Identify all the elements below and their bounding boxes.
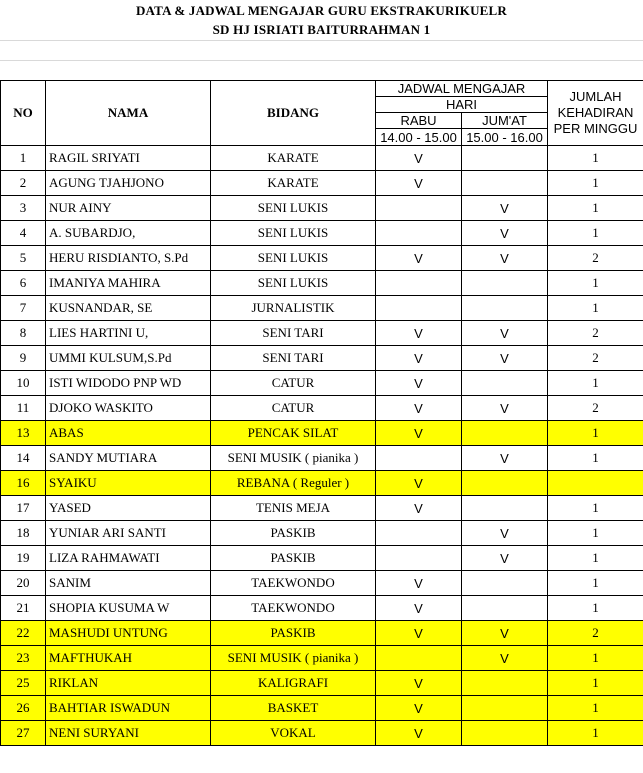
cell-nama: DJOKO WASKITO [46, 396, 211, 421]
cell-rabu: V [376, 671, 462, 696]
cell-no: 25 [1, 671, 46, 696]
cell-bidang: PASKIB [211, 521, 376, 546]
cell-jumlah: 1 [548, 146, 643, 171]
table-row [1, 346, 643, 371]
cell-jumlah: 1 [548, 671, 643, 696]
table-row [1, 721, 643, 746]
cell-bidang: PASKIB [211, 546, 376, 571]
cell-nama: SYAIKU [46, 471, 211, 496]
cell-jumlah: 2 [548, 346, 643, 371]
cell-no: 5 [1, 246, 46, 271]
cell-jumlah: 1 [548, 196, 643, 221]
grid-line [0, 40, 643, 41]
cell-jumat [462, 471, 548, 496]
cell-nama: LIZA RAHMAWATI [46, 546, 211, 571]
cell-bidang: SENI TARI [211, 321, 376, 346]
cell-jumat: V [462, 521, 548, 546]
cell-no: 4 [1, 221, 46, 246]
table-row [1, 496, 643, 521]
cell-jumlah: 2 [548, 321, 643, 346]
cell-nama: ABAS [46, 421, 211, 446]
cell-nama: RAGIL SRIYATI [46, 146, 211, 171]
cell-rabu [376, 271, 462, 296]
cell-bidang: SENI TARI [211, 346, 376, 371]
cell-bidang: CATUR [211, 371, 376, 396]
cell-jumat [462, 146, 548, 171]
cell-jumlah [548, 471, 643, 496]
table-row [1, 371, 643, 396]
cell-rabu [376, 221, 462, 246]
cell-no: 1 [1, 146, 46, 171]
cell-bidang: KARATE [211, 146, 376, 171]
cell-no: 16 [1, 471, 46, 496]
table-row [1, 421, 643, 446]
table-row [1, 596, 643, 621]
cell-no: 11 [1, 396, 46, 421]
cell-nama: MASHUDI UNTUNG [46, 621, 211, 646]
cell-jumat: V [462, 546, 548, 571]
table-row [1, 221, 643, 246]
header-jumlah-line2: KEHADIRAN [557, 105, 634, 120]
header-jumlah-line1: JUMLAH [569, 89, 622, 104]
cell-jumlah: 2 [548, 396, 643, 421]
cell-jumlah: 2 [548, 621, 643, 646]
cell-nama: SANDY MUTIARA [46, 446, 211, 471]
cell-rabu: V [376, 471, 462, 496]
cell-rabu: V [376, 571, 462, 596]
cell-jumat [462, 371, 548, 396]
cell-nama: LIES HARTINI U, [46, 321, 211, 346]
table-row [1, 246, 643, 271]
cell-jumat: V [462, 621, 548, 646]
cell-jumat: V [462, 196, 548, 221]
cell-jumat [462, 721, 548, 746]
cell-rabu: V [376, 171, 462, 196]
cell-nama: KUSNANDAR, SE [46, 296, 211, 321]
cell-no: 13 [1, 421, 46, 446]
cell-bidang: VOKAL [211, 721, 376, 746]
cell-rabu: V [376, 146, 462, 171]
table-row [1, 646, 643, 671]
cell-bidang: TENIS MEJA [211, 496, 376, 521]
cell-rabu [376, 296, 462, 321]
cell-nama: HERU RISDIANTO, S.Pd [46, 246, 211, 271]
cell-rabu: V [376, 496, 462, 521]
cell-no: 6 [1, 271, 46, 296]
table-row [1, 196, 643, 221]
cell-jumat: V [462, 321, 548, 346]
cell-no: 8 [1, 321, 46, 346]
header-jadwal: JADWAL MENGAJAR [376, 81, 548, 97]
cell-bidang: CATUR [211, 396, 376, 421]
cell-jumlah: 1 [548, 421, 643, 446]
cell-jumlah: 1 [548, 371, 643, 396]
header-rabu: RABU [376, 113, 462, 129]
table-row [1, 171, 643, 196]
cell-jumlah: 2 [548, 246, 643, 271]
table-row [1, 296, 643, 321]
cell-no: 19 [1, 546, 46, 571]
sheet-subtitle: SD HJ ISRIATI BAITURRAHMAN 1 [212, 22, 431, 37]
cell-jumat: V [462, 246, 548, 271]
grid-line [0, 60, 643, 61]
cell-nama: SHOPIA KUSUMA W [46, 596, 211, 621]
cell-jumlah: 1 [548, 446, 643, 471]
table-row [1, 546, 643, 571]
cell-rabu: V [376, 371, 462, 396]
cell-no: 27 [1, 721, 46, 746]
cell-no: 26 [1, 696, 46, 721]
cell-jumat: V [462, 346, 548, 371]
schedule-table [0, 80, 643, 746]
cell-no: 20 [1, 571, 46, 596]
cell-jumlah: 1 [548, 596, 643, 621]
cell-no: 9 [1, 346, 46, 371]
cell-no: 18 [1, 521, 46, 546]
cell-jumlah: 1 [548, 546, 643, 571]
cell-bidang: SENI LUKIS [211, 196, 376, 221]
cell-rabu: V [376, 596, 462, 621]
cell-nama: MAFTHUKAH [46, 646, 211, 671]
cell-bidang: SENI MUSIK ( pianika ) [211, 446, 376, 471]
cell-no: 2 [1, 171, 46, 196]
cell-nama: SANIM [46, 571, 211, 596]
cell-jumat [462, 571, 548, 596]
cell-bidang: REBANA ( Reguler ) [211, 471, 376, 496]
cell-rabu: V [376, 396, 462, 421]
cell-jumat: V [462, 221, 548, 246]
header-nama: NAMA [46, 81, 211, 146]
header-jumlah [548, 81, 643, 146]
cell-nama: AGUNG TJAHJONO [46, 171, 211, 196]
table-row [1, 696, 643, 721]
header-hari: HARI [376, 97, 548, 113]
cell-nama: NENI SURYANI [46, 721, 211, 746]
cell-no: 17 [1, 496, 46, 521]
cell-nama: RIKLAN [46, 671, 211, 696]
cell-no: 7 [1, 296, 46, 321]
cell-no: 23 [1, 646, 46, 671]
cell-jumat [462, 671, 548, 696]
cell-rabu [376, 521, 462, 546]
cell-jumat [462, 596, 548, 621]
cell-rabu: V [376, 696, 462, 721]
table-row [1, 621, 643, 646]
cell-bidang: SENI LUKIS [211, 271, 376, 296]
cell-rabu [376, 196, 462, 221]
header-bidang: BIDANG [211, 81, 376, 146]
cell-rabu: V [376, 721, 462, 746]
cell-jumat: V [462, 396, 548, 421]
cell-nama: YASED [46, 496, 211, 521]
cell-bidang: PASKIB [211, 621, 376, 646]
cell-bidang: BASKET [211, 696, 376, 721]
table-row [1, 446, 643, 471]
cell-rabu: V [376, 621, 462, 646]
cell-rabu: V [376, 246, 462, 271]
table-row [1, 571, 643, 596]
cell-no: 14 [1, 446, 46, 471]
table-row [1, 396, 643, 421]
cell-no: 21 [1, 596, 46, 621]
cell-jumlah: 1 [548, 646, 643, 671]
table-row [1, 471, 643, 496]
cell-rabu [376, 646, 462, 671]
cell-no: 10 [1, 371, 46, 396]
cell-no: 22 [1, 621, 46, 646]
cell-jumat [462, 171, 548, 196]
cell-nama: UMMI KULSUM,S.Pd [46, 346, 211, 371]
cell-bidang: PENCAK SILAT [211, 421, 376, 446]
cell-nama: ISTI WIDODO PNP WD [46, 371, 211, 396]
table-row [1, 271, 643, 296]
header-jumat-time: 15.00 - 16.00 [462, 129, 548, 146]
cell-bidang: SENI LUKIS [211, 246, 376, 271]
cell-nama: YUNIAR ARI SANTI [46, 521, 211, 546]
cell-no: 3 [1, 196, 46, 221]
cell-rabu: V [376, 321, 462, 346]
cell-jumlah: 1 [548, 521, 643, 546]
table-row [1, 521, 643, 546]
cell-jumlah: 1 [548, 696, 643, 721]
cell-jumlah: 1 [548, 721, 643, 746]
cell-jumat: V [462, 646, 548, 671]
table-row [1, 146, 643, 171]
header-rabu-time: 14.00 - 15.00 [376, 129, 462, 146]
cell-bidang: SENI MUSIK ( pianika ) [211, 646, 376, 671]
cell-jumat [462, 421, 548, 446]
header-jumlah-line3: PER MINGGU [553, 121, 638, 136]
cell-bidang: TAEKWONDO [211, 571, 376, 596]
cell-rabu [376, 546, 462, 571]
cell-nama: NUR AINY [46, 196, 211, 221]
cell-jumat [462, 496, 548, 521]
header-jumat: JUM'AT [462, 113, 548, 129]
cell-jumlah: 1 [548, 171, 643, 196]
cell-bidang: JURNALISTIK [211, 296, 376, 321]
cell-jumat [462, 271, 548, 296]
cell-bidang: SENI LUKIS [211, 221, 376, 246]
cell-jumlah: 1 [548, 496, 643, 521]
cell-bidang: KARATE [211, 171, 376, 196]
cell-rabu: V [376, 346, 462, 371]
table-row [1, 321, 643, 346]
cell-rabu [376, 446, 462, 471]
cell-bidang: KALIGRAFI [211, 671, 376, 696]
cell-nama: A. SUBARDJO, [46, 221, 211, 246]
header-no: NO [1, 81, 46, 146]
cell-nama: IMANIYA MAHIRA [46, 271, 211, 296]
cell-nama: BAHTIAR ISWADUN [46, 696, 211, 721]
cell-jumlah: 1 [548, 221, 643, 246]
cell-jumat [462, 296, 548, 321]
cell-jumlah: 1 [548, 296, 643, 321]
sheet-title: DATA & JADWAL MENGAJAR GURU EKSTRAKURIKUELR [135, 3, 508, 18]
cell-jumlah: 1 [548, 571, 643, 596]
cell-rabu: V [376, 421, 462, 446]
table-row [1, 671, 643, 696]
cell-bidang: TAEKWONDO [211, 596, 376, 621]
cell-jumat: V [462, 446, 548, 471]
cell-jumlah: 1 [548, 271, 643, 296]
cell-jumat [462, 696, 548, 721]
